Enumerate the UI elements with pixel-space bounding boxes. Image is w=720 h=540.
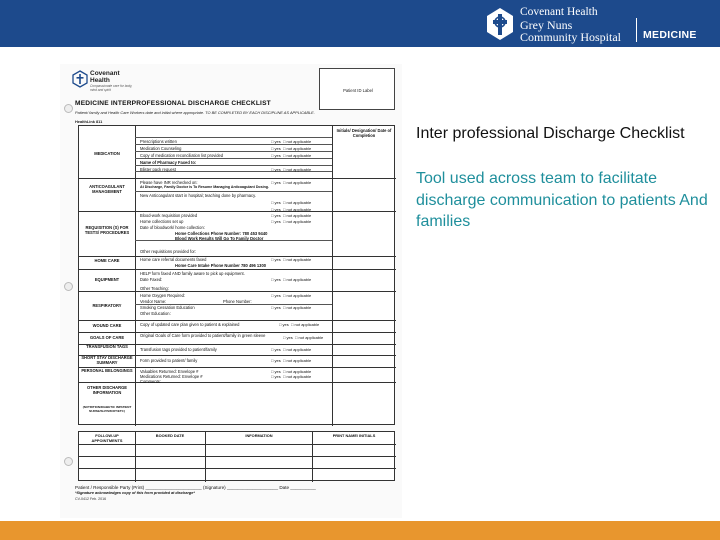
department-label: MEDICINE: [643, 29, 697, 41]
item-text: Home collections set up: [140, 219, 184, 224]
section-label-short-stay: SHORT STAY DISCHARGE SUMMARY: [81, 355, 133, 365]
item-text: Blister pack request: [140, 167, 176, 172]
item-text: Form provided to patient/ family: [140, 358, 198, 363]
document-logo-tagline: Compassionate care for body, mind and spirit: [90, 84, 133, 92]
section-label-transfusion: TRANSFUSION TAGS: [86, 344, 128, 349]
item-text: Date Faxed:: [140, 277, 163, 282]
yes-na-options[interactable]: □ yes □ not applicable: [271, 167, 312, 172]
row-divider: [79, 320, 396, 321]
document-logo-name: Covenant Health: [90, 70, 120, 84]
item-text: Home care referral documents faxed: [140, 257, 207, 262]
section-label-belongings: PERSONAL BELONGINGS: [81, 368, 133, 373]
section-label-wound-care: WOUND CARE: [92, 323, 122, 328]
yes-na-options[interactable]: □ yes □ not applicable: [271, 369, 312, 374]
col-divider: [332, 126, 333, 426]
follow-up-header: FOLLOW-UP APPOINTMENTS: [91, 433, 123, 443]
yes-na-options[interactable]: □ yes □ not applicable: [271, 139, 312, 144]
yes-na-options[interactable]: □ yes □ not applicable: [271, 305, 312, 310]
information-header: INFORMATION: [245, 433, 273, 438]
follow-up-table: [78, 431, 395, 481]
section-label-home-care: HOME CARE: [94, 258, 120, 263]
item-text: Medications Returned: Envelope #: [140, 374, 203, 379]
section-label-anticoagulant: ANTICOAGULANT MANAGEMENT: [89, 184, 125, 194]
yes-na-options[interactable]: □ yes □ not applicable: [271, 213, 312, 218]
section-sublabel-other-info: (NUTRITION/DIABETIC INPATIENT NURSE/SLP/SW/OT/ETC): [82, 405, 132, 413]
yes-na-options[interactable]: □ yes □ not applicable: [271, 207, 312, 212]
row-divider: [79, 468, 396, 469]
patient-id-box: [319, 68, 395, 110]
footer-bar: [0, 521, 720, 540]
logo-divider: [636, 18, 637, 42]
col-divider: [135, 432, 136, 482]
item-text: Phone Number:: [223, 299, 252, 304]
yes-na-options[interactable]: □ yes □ not applicable: [271, 277, 312, 282]
row-divider: [79, 444, 396, 445]
item-text: Copy of updated care plan given to patient & explained: [140, 322, 240, 327]
row-divider: [79, 211, 396, 212]
item-text: Original Goals of Care form provided to patient/family in green sleeve: [140, 333, 266, 338]
item-text: Medication Counseling: [140, 146, 182, 151]
document-title: MEDICINE INTERPROFESSIONAL DISCHARGE CHECKLIST: [75, 100, 271, 107]
item-text: Home Collections Phone Number: 780 453 9440: [175, 231, 268, 236]
item-text: Comments:: [140, 379, 161, 384]
yes-na-options[interactable]: □ yes □ not applicable: [271, 200, 312, 205]
col-divider: [205, 432, 206, 482]
row-divider: [79, 269, 396, 270]
signature-line: Patient / Responsible Party (Print) ______________________ (Signature) ____________________ Date __________: [75, 485, 316, 490]
row-divider: [79, 291, 396, 292]
punch-hole: [64, 457, 73, 466]
yes-na-options[interactable]: □ yes □ not applicable: [271, 374, 312, 379]
yes-na-options[interactable]: □ yes □ not applicable: [271, 153, 312, 158]
punch-hole: [64, 104, 73, 113]
punch-hole: [64, 282, 73, 291]
header-bar: [0, 0, 720, 47]
item-divider: [135, 191, 332, 192]
covenant-logo-icon: [72, 70, 88, 88]
hospital-name: Covenant Health Grey Nuns Community Hospital: [520, 6, 622, 44]
item-text: At Discharge, Family Doctor is To Resume Managing Anticoagulant Dosing.: [140, 185, 269, 189]
item-text: Blood Work Results Will Go To Family Doctor: [175, 236, 264, 241]
form-code: CV-0412 Feb. 2016: [75, 497, 107, 501]
row-divider: [79, 456, 396, 457]
item-text: Please have INR rechecked on:: [140, 180, 198, 185]
yes-na-options[interactable]: □ yes □ not applicable: [271, 180, 312, 185]
item-text: Other requisitions provided for:: [140, 249, 196, 254]
yes-na-options[interactable]: □ yes □ not applicable: [271, 358, 312, 363]
signature-note: *Signature acknowledges copy of this form provided at discharge*: [75, 491, 195, 495]
section-label-other-info: OTHER DISCHARGE INFORMATION: [86, 385, 128, 395]
document-instructions: Patient/ family and Health Care Workers date and initial where appropriate. TO BE COMPLETED BY EACH DISCIPLINE AS APPLICABLE.: [75, 110, 315, 115]
item-text: Other Education:: [140, 311, 171, 316]
item-divider: [135, 151, 332, 152]
section-label-respiratory: RESPIRATORY: [92, 303, 122, 308]
item-text: Name of Pharmacy Faxed to:: [140, 160, 197, 165]
patient-id-label: Patient ID Label: [343, 88, 373, 93]
item-text: Transfusion tags provided to patient/family: [140, 347, 217, 352]
section-label-requisitions: REQUISITION (S) FOR TESTS/ PROCEDURES: [84, 225, 130, 235]
item-divider: [135, 158, 332, 159]
yes-na-options[interactable]: □ yes □ not applicable: [271, 347, 312, 352]
item-text: Home Oxygen Required:: [140, 293, 186, 298]
checklist-document: [60, 64, 402, 518]
row-divider: [79, 382, 396, 383]
col-divider: [312, 432, 313, 482]
row-divider: [79, 256, 396, 257]
item-text: Copy of medication reconciliation list provided: [140, 153, 224, 158]
section-label-goals-of-care: GOALS OF CARE: [89, 335, 125, 340]
item-text: HELP form faxed AND family aware to pick up equipment.: [140, 271, 245, 276]
item-text: Smoking Cessation Education: [140, 305, 195, 310]
item-text: Home Care Intake Phone Number 780 496 1300: [175, 263, 267, 268]
item-text: New Anticoagulant start in hospital; teaching done by pharmacy.: [140, 193, 256, 198]
yes-na-options[interactable]: □ yes □ not applicable: [283, 335, 324, 340]
item-text: Prescriptions written: [140, 139, 177, 144]
yes-na-options[interactable]: □ yes □ not applicable: [271, 146, 312, 151]
yes-na-options[interactable]: □ yes □ not applicable: [271, 219, 312, 224]
slide-description: Tool used across team to facilitate discharge communication to patients And families: [416, 170, 708, 230]
item-text: Blood-work requisition provided: [140, 213, 198, 218]
print-name-header: PRINT NAME/ INITIALS: [332, 433, 376, 438]
covenant-cross-logo-icon: [485, 7, 515, 41]
booked-date-header: BOOKED DATE: [155, 433, 185, 438]
checklist-table: [78, 125, 395, 425]
item-text: Other Teaching:: [140, 286, 169, 291]
item-text: Valuables Returned: Envelope #: [140, 369, 199, 374]
yes-na-options[interactable]: □ yes □ not applicable: [271, 293, 312, 298]
yes-na-options[interactable]: □ yes □ not applicable: [279, 322, 320, 327]
document-code: HealthLink 811: [75, 119, 103, 124]
initials-column-header: Initials/ Designation/ Date of Completion: [336, 128, 392, 138]
item-divider: [135, 137, 332, 138]
item-text: Date of bloodwork/ home collection:: [140, 225, 205, 230]
item-divider: [135, 144, 332, 145]
slide-title: Inter professional Discharge Checklist: [416, 125, 685, 142]
yes-na-options[interactable]: □ yes □ not applicable: [271, 257, 312, 262]
section-label-equipment: EQUIPMENT: [94, 277, 120, 282]
item-divider: [135, 165, 332, 166]
item-text: Vendor Name:: [140, 299, 167, 304]
row-divider: [79, 178, 396, 179]
section-label-medication: MEDICATION: [94, 151, 120, 156]
